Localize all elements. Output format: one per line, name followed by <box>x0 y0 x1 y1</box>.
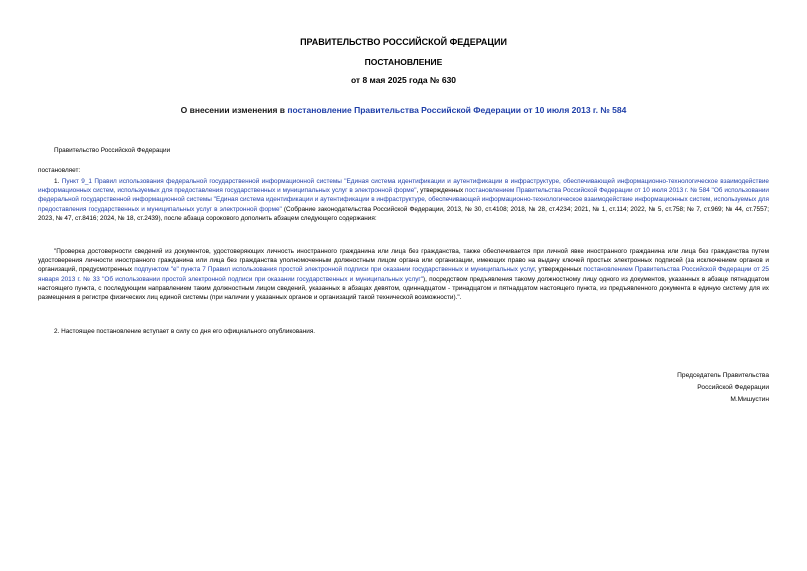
government-line: Правительство Российской Федерации <box>54 147 171 154</box>
quote-text-2: , утвержденных <box>534 266 584 274</box>
inserted-paragraph <box>38 247 769 302</box>
quote-text-1: "Проверка достоверности сведений из документов, удостоверяющих личность иностранного гражданина или лица без гражданства, также обеспечивается при личной явке иностранного гражданина или лица без гражданства путем удостоверения личности иностранного гражданина или лица без гражданства уполномоченным должностным лицом органа или организации, имеющих право на выдачу ключей простых электронных подписей (за исключением органов и организаций, предусмотренных <box>38 248 769 274</box>
doc-type-heading: ПОСТАНОВЛЕНИЕ <box>364 57 443 67</box>
title-prefix: О внесении изменения в <box>180 105 288 115</box>
quote-link-decree[interactable]: постановлением Правительства Российской Федерации от 25 января 2013 г. № 33 "Об использовании простой электронной подписи при оказании государственных и муниципальных услуг" <box>38 266 769 283</box>
paragraph-2: 2. Настоящее постановление вступает в силу со дня его официального опубликования. <box>54 328 316 335</box>
para1-text-1: 1. <box>54 178 62 185</box>
para1-text-3: (Собрание законодательства Российской Федерации, 2013, № 30, ст.4108; 2018, № 28, ст.4234; 2021, № 1, ст.114; 2022, № 5, ст.758; № 7, ст.969; № 44, ст.7557; 2023, № 47, ст.8416; 2024, № 18, ст.2439), после абзаца сорокового дополнить абзацем следующего содержания: <box>38 205 769 222</box>
signature-name: М.Мишустин <box>730 396 769 403</box>
decree-line: постановляет: <box>38 167 81 174</box>
para1-link-rules[interactable]: Пункт 9_1 Правил использования федеральной государственной информационной системы "Единая система идентификации и аутентификации в инфраструктуре, обеспечивающей информационно-технологическое взаимодействие информационных систем, используемых для предоставления государственных и муниципальных услуг в электронной форме" <box>38 178 769 195</box>
document-title <box>0 105 807 115</box>
signature-title-1: Председатель Правительства <box>677 372 769 379</box>
para1-text-2: , утвержденных <box>416 187 466 195</box>
quote-link-subpoint[interactable]: подпунктом "е" пункта 7 Правил использования простой электронной подписи при оказании государственных и муниципальных услуг <box>134 266 535 274</box>
date-number: от 8 мая 2025 года № 630 <box>350 75 457 85</box>
signature-block <box>677 370 769 406</box>
org-heading: ПРАВИТЕЛЬСТВО РОССИЙСКОЙ ФЕДЕРАЦИИ <box>300 37 507 47</box>
title-link[interactable]: постановление Правительства Российской Федерации от 10 июля 2013 г. № 584 <box>287 105 627 115</box>
signature-title-2: Российской Федерации <box>697 384 769 391</box>
quote-text-3: ), посредством предъявления такому должностному лицу одного из документов, указанных в абзаце пятнадцатом настоящего пункта, с последующим направлением таким должностным лицом сведений, указанных в абзацах девятом, одиннадцатом - тринадцатом и пятнадцатом настоящего пункта, из предъявленного документа в единую систему для их размещения в регистре физических лиц единой системы (при наличии у указанных органов и организаций такой технической возможности).". <box>38 275 769 302</box>
para1-link-decree[interactable]: постановлением Правительства Российской Федерации от 10 июля 2013 г. № 584 "Об использовании федеральной государственной информационной системы "Единая система идентификации и аутентификации в инфраструктуре, обеспечивающей информационно-технологическое взаимодействие информационных систем, используемых для предоставления государственных и муниципальных услуг в электронной форме" <box>38 187 769 213</box>
paragraph-1 <box>38 177 769 223</box>
